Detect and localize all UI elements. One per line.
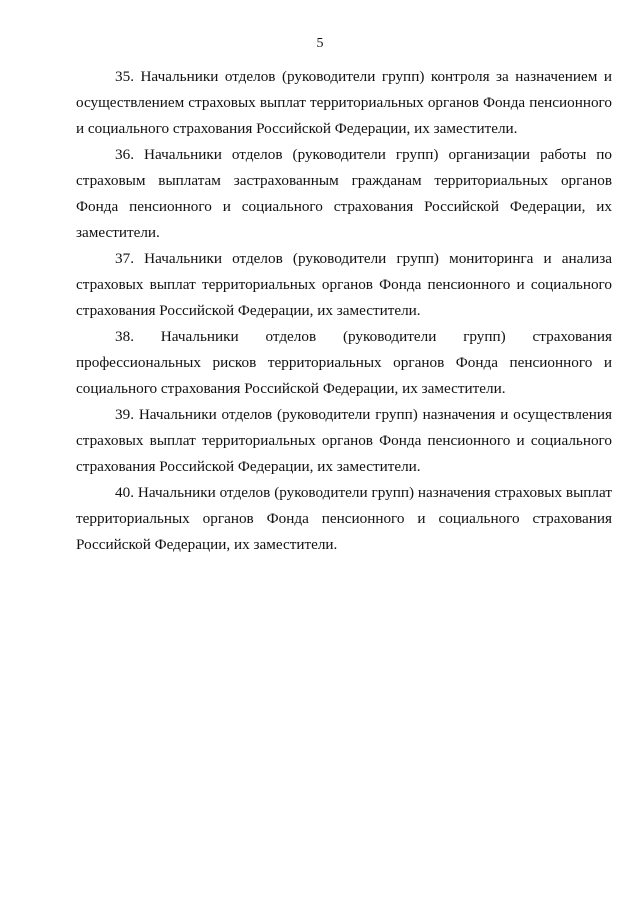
list-item-35: 35. Начальники отделов (руководители групп) контроля за назначением и осуществлением страховых выплат территориальных органов Фонда пенсионного и социального страхования Российской Федерации, их заместители. [76, 68, 612, 137]
list-item-39: 39. Начальники отделов (руководители групп) назначения и осуществления страховых выплат территориальных органов Фонда пенсионного и социального страхования Российской Федерации, их заместители. [76, 406, 612, 475]
list-item-36: 36. Начальники отделов (руководители групп) организации работы по страховым выплатам застрахованным гражданам территориальных органов Фонда пенсионного и социального страхования Российской Федерации, их заместители. [76, 146, 612, 241]
document-body [76, 64, 612, 558]
list-item-37: 37. Начальники отделов (руководители групп) мониторинга и анализа страховых выплат территориальных органов Фонда пенсионного и социального страхования Российской Федерации, их заместители. [76, 250, 612, 319]
page-number: 5 [316, 36, 324, 51]
list-item-40: 40. Начальники отделов (руководители групп) назначения страховых выплат территориальных органов Фонда пенсионного и социального страхования Российской Федерации, их заместители. [76, 484, 612, 553]
list-item-38: 38. Начальники отделов (руководители групп) страхования профессиональных рисков территориальных органов Фонда пенсионного и социального страхования Российской Федерации, их заместители. [76, 328, 612, 397]
